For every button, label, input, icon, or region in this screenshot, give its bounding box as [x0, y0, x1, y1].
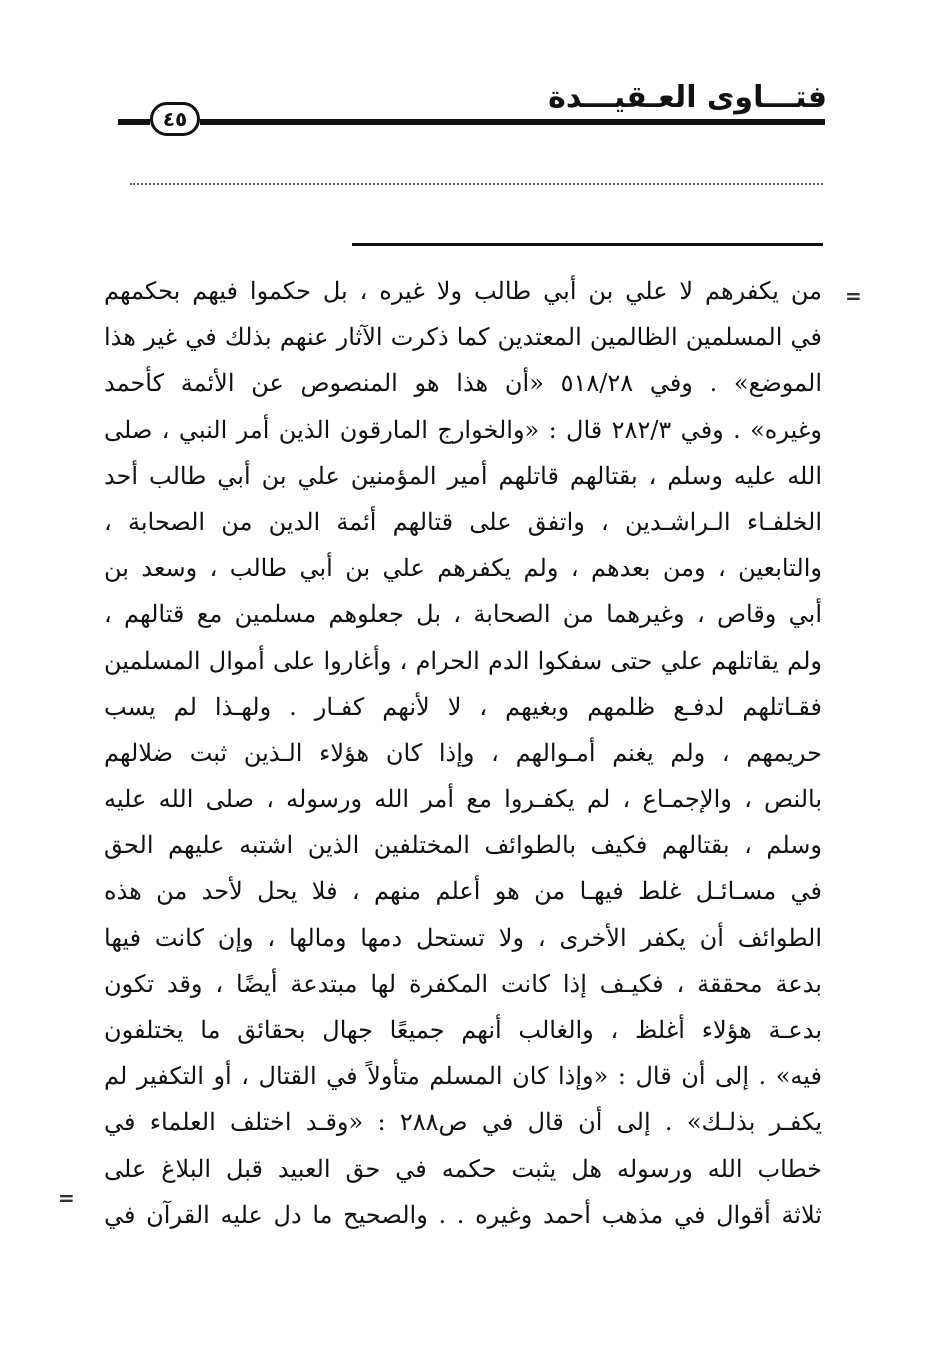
text-line: ثلاثة أقوال في مذهب أحمد وغيره . . والصحيح ما دل عليه القرآن في [104, 1200, 822, 1229]
text-line: من يكفرهم لا علي بن أبي طالب ولا غيره ، بل حكموا فيهم بحكمهم [104, 277, 822, 305]
continuation-mark-bottom: = [58, 1186, 75, 1210]
text-line: فقـاتلهم لدفـع ظلمهم وبغيهم ، لا لأنهم كفـار . ولهـذا لم يسب [104, 692, 822, 721]
text-line: حريمهم ، ولم يغنم أمـوالهم ، وإذا كان هؤلاء الـذين ثبت ضلالهم [104, 738, 822, 767]
text-line: في مسـائـل غلط فيهـا من هو أعلم منهم ، فلا يحل لأحد من هذه [104, 877, 822, 906]
text-line: أبي وقاص ، وغيرهما من الصحابة ، بل جعلوهم مسلمين مع قتالهم ، [104, 600, 822, 629]
text-line: فيه» . إلى أن قال : «وإذا كان المسلم متأولاً في القتال ، أو التكفير لم [104, 1062, 822, 1091]
body-text [104, 268, 822, 1238]
footnote-separator-rule [352, 243, 823, 246]
text-line: يكفـر بذلـك» . إلى أن قال في ص٢٨٨ : «وقـد اختلف العلماء في [104, 1108, 822, 1137]
dotted-separator [130, 183, 823, 185]
text-line: الله عليه وسلم ، بقتالهم قاتلهم أمير المؤمنين علي بن أبي طالب أحد [104, 461, 822, 490]
header-rule [200, 119, 825, 125]
text-line: وسلم ، بقتالهم فكيف بالطوائف المختلفين الذين اشتبه عليهم الحق [104, 831, 822, 860]
header-rule-left-segment [118, 119, 150, 125]
text-line: الموضع» . وفي ٥١٨/٢٨ «أن هذا هو المنصوص عن الأئمة كأحمد [104, 369, 822, 398]
text-line: بدعة محققة ، فكيـف إذا كانت المكفرة لها مبتدعة أيضًا ، وقد تكون [104, 969, 822, 998]
text-line: خطاب الله ورسوله هل يثبت حكمه في حق العبيد قبل البلاغ على [104, 1154, 822, 1183]
text-line: الخلفـاء الـراشـدين ، واتفق على قتالهم أئمة الدين من الصحابة ، [104, 507, 822, 536]
text-line: بالنص ، والإجمـاع ، لم يكفـروا مع أمر الله ورسوله ، صلى الله عليه [104, 785, 822, 814]
text-line: وغيره» . وفي ٢٨٢/٣ قال : «والخوارج المارقون الذين أمر النبي ، صلى [104, 415, 822, 444]
page-number-badge: ٤٥ [150, 102, 200, 136]
continuation-mark-top: = [845, 284, 862, 308]
text-line: الطوائف أن يكفر الأخرى ، ولا تستحل دمها ومالها ، وإن كانت فيها [104, 923, 822, 952]
text-line: في المسلمين الظالمين المعتدين كما ذكرت الآثار عنهم بذلك في غير هذا [104, 323, 822, 352]
text-line: ولم يقاتلهم علي حتى سفكوا الدم الحرام ، وأغاروا على أموال المسلمين [104, 646, 822, 675]
text-line: بدعـة هؤلاء أغلظ ، والغالب أنهم جميعًا جهال بحقائق ما يختلفون [104, 1016, 822, 1044]
running-head-title: فتـــاوى العـقيـــدة [548, 80, 827, 115]
text-line: والتابعين ، ومن بعدهم ، ولم يكفرهم علي بن أبي طالب ، وسعد بن [104, 554, 822, 583]
